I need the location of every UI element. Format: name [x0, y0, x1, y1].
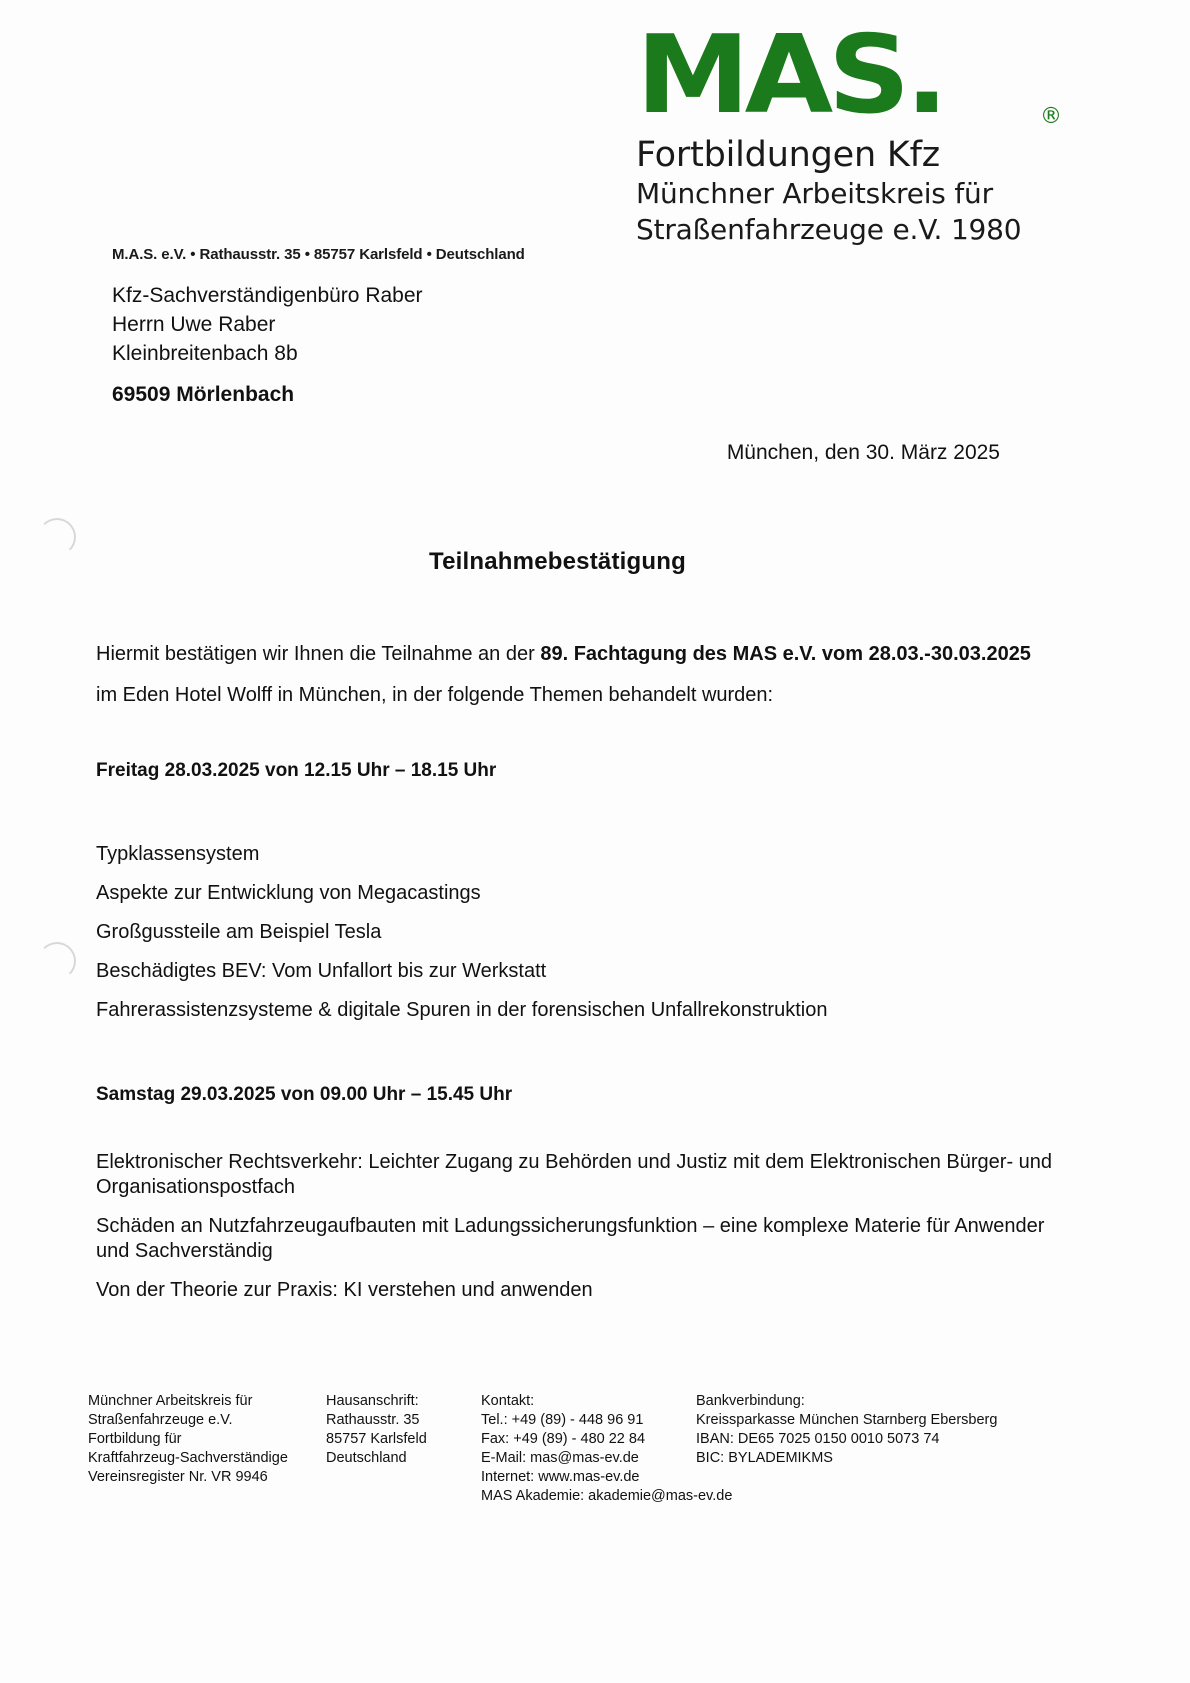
footer-text: 85757 Karlsfeld: [326, 1431, 427, 1447]
recipient-company: Kfz-Sachverständigenbüro Raber: [112, 284, 423, 307]
letterhead-line-2: Münchner Arbeitskreis für: [636, 177, 993, 210]
return-address-line: M.A.S. e.V. • Rathausstr. 35 • 85757 Karlsfeld • Deutschland: [112, 246, 525, 263]
footer-column-contact: [481, 1392, 733, 1506]
topic-item: Typklassensystem: [96, 843, 260, 865]
footer-phone: Tel.: +49 (89) - 448 96 91: [481, 1412, 644, 1428]
footer: [88, 1392, 1098, 1506]
page-title: Teilnahmebestätigung: [429, 548, 686, 575]
footer-column-bank: [696, 1392, 1096, 1506]
punch-hole-mark: [38, 518, 76, 556]
topic-item: Von der Theorie zur Praxis: KI verstehen und anwenden: [96, 1279, 593, 1301]
footer-text: Deutschland: [326, 1450, 407, 1466]
footer-text: Fortbildung für: [88, 1431, 182, 1447]
footer-bic: BIC: BYLADEMIKMS: [696, 1450, 833, 1466]
body-paragraph: [96, 634, 1086, 716]
footer-text: Rathausstr. 35: [326, 1412, 420, 1428]
mas-logo: [636, 13, 1062, 138]
footer-column-organisation: [88, 1392, 326, 1506]
recipient-person: Herrn Uwe Raber: [112, 313, 276, 336]
date-line: München, den 30. März 2025: [726, 441, 1000, 464]
topic-item: Beschädigtes BEV: Vom Unfallort bis zur Werkstatt: [96, 960, 547, 982]
footer-bank-name: Kreissparkasse München Starnberg Ebersberg: [696, 1412, 998, 1428]
footer-fax: Fax: +49 (89) - 480 22 84: [481, 1431, 646, 1447]
footer-akademie-email[interactable]: MAS Akademie: akademie@mas-ev.de: [481, 1488, 733, 1504]
recipient-address: [112, 281, 423, 368]
topic-item: Elektronischer Rechtsverkehr: Leichter Zugang zu Behörden und Justiz mit dem Elektronischen Bürger- und Organisationspostfach: [96, 1151, 1053, 1198]
body-line-1-prefix: Hiermit bestätigen wir Ihnen die Teilnahme an der: [96, 643, 541, 665]
topic-list-friday: [96, 842, 1076, 1037]
mas-logo-text: MAS.: [636, 13, 944, 138]
footer-iban: IBAN: DE65 7025 0150 0010 5073 74: [696, 1431, 940, 1447]
footer-text: Vereinsregister Nr. VR 9946: [88, 1469, 268, 1485]
topic-item: Großgussteile am Beispiel Tesla: [96, 921, 382, 943]
body-line-2: im Eden Hotel Wolff in München, in der folgende Themen behandelt wurden:: [96, 684, 774, 706]
footer-text: Straßenfahrzeuge e.V.: [88, 1412, 233, 1428]
topic-item: Aspekte zur Entwicklung von Megacastings: [96, 882, 481, 904]
topic-list-saturday: [96, 1150, 1076, 1317]
footer-heading: Bankverbindung:: [696, 1393, 805, 1409]
topic-item: Fahrerassistenzsysteme & digitale Spuren in der forensischen Unfallrekonstruktion: [96, 999, 828, 1021]
punch-hole-mark: [38, 942, 76, 980]
letterhead-line-3: Straßenfahrzeuge e.V. 1980: [636, 213, 1022, 246]
topic-item: Schäden an Nutzfahrzeugaufbauten mit Ladungssicherungsfunktion – eine komplexe Materie für Anwender und Sachverständig: [96, 1215, 1045, 1262]
body-line-1: [96, 634, 1086, 675]
recipient-city: 69509 Mörlenbach: [112, 383, 295, 406]
letterhead-line-1: Fortbildungen Kfz: [636, 135, 940, 175]
footer-heading: Hausanschrift:: [326, 1393, 419, 1409]
day-heading-saturday: Samstag 29.03.2025 von 09.00 Uhr – 15.45 Uhr: [96, 1084, 513, 1105]
recipient-street: Kleinbreitenbach 8b: [112, 342, 298, 365]
footer-website[interactable]: Internet: www.mas-ev.de: [481, 1469, 640, 1485]
letterhead: [636, 13, 1062, 248]
footer-text: Münchner Arbeitskreis für: [88, 1393, 253, 1409]
footer-heading: Kontakt:: [481, 1393, 535, 1409]
registered-trademark-icon: ®: [1040, 104, 1062, 129]
footer-text: Kraftfahrzeug-Sachverständige: [88, 1450, 288, 1466]
body-line-1-bold: 89. Fachtagung des MAS e.V. vom 28.03.-30.03.2025: [540, 643, 1031, 665]
day-heading-friday: Freitag 28.03.2025 von 12.15 Uhr – 18.15 Uhr: [96, 760, 497, 781]
footer-column-address: [326, 1392, 481, 1506]
footer-email[interactable]: E-Mail: mas@mas-ev.de: [481, 1450, 639, 1466]
